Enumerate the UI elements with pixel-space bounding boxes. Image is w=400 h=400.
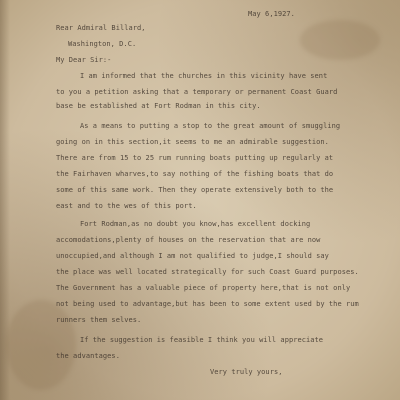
paragraph-2-line-3: There are from 15 to 25 rum running boats putting up regularly at: [56, 154, 334, 162]
paragraph-1-line-3: base be established at Fort Rodman in this city.: [56, 102, 261, 110]
paragraph-2-line-4: the Fairhaven wharves,to say nothing of the fishing boats that do: [56, 170, 334, 178]
paragraph-1-line-2: to you a petition asking that a temporary or permanent Coast Guard: [56, 88, 338, 96]
letter-salutation: My Dear Sir:-: [56, 56, 112, 64]
letter-location: Washington, D.C.: [68, 40, 137, 48]
paragraph-3-line-7: runners them selves.: [56, 316, 142, 324]
paragraph-4-line-2: the advantages.: [56, 352, 120, 360]
paragraph-3-line-1: Fort Rodman,as no doubt you know,has excellent docking: [80, 220, 311, 228]
paragraph-1-line-1: I am informed that the churches in this vicinity have sent: [80, 72, 328, 80]
letter-date: May 6,1927.: [248, 10, 295, 18]
paragraph-3-line-5: The Government has a valuable piece of property here,that is not only: [56, 284, 351, 292]
paragraph-3-line-4: the place was well located strategically for such Coast Guard purposes.: [56, 268, 359, 276]
letter-recipient: Rear Admiral Billard,: [56, 24, 146, 32]
paragraph-3-line-3: unoccupied,and although I am not qualified to judge,I should say: [56, 252, 329, 260]
paragraph-2-line-2: going on in this section,it seems to me an admirable suggestion.: [56, 138, 329, 146]
paragraph-3-line-2: accomodations,plenty of houses on the reservation that are now: [56, 236, 321, 244]
paragraph-4-line-1: If the suggestion is feasible I think you will appreciate: [80, 336, 324, 344]
paragraph-2-line-5: some of this same work. Then they operate extensively both to the: [56, 186, 334, 194]
paragraph-2-line-1: As a means to putting a stop to the great amount of smuggling: [80, 122, 341, 130]
paragraph-2-line-6: east and to the wes of this port.: [56, 202, 197, 210]
letter-closing: Very truly yours,: [210, 368, 283, 376]
paragraph-3-line-6: not being used to advantage,but has been to some extent used by the rum: [56, 300, 359, 308]
